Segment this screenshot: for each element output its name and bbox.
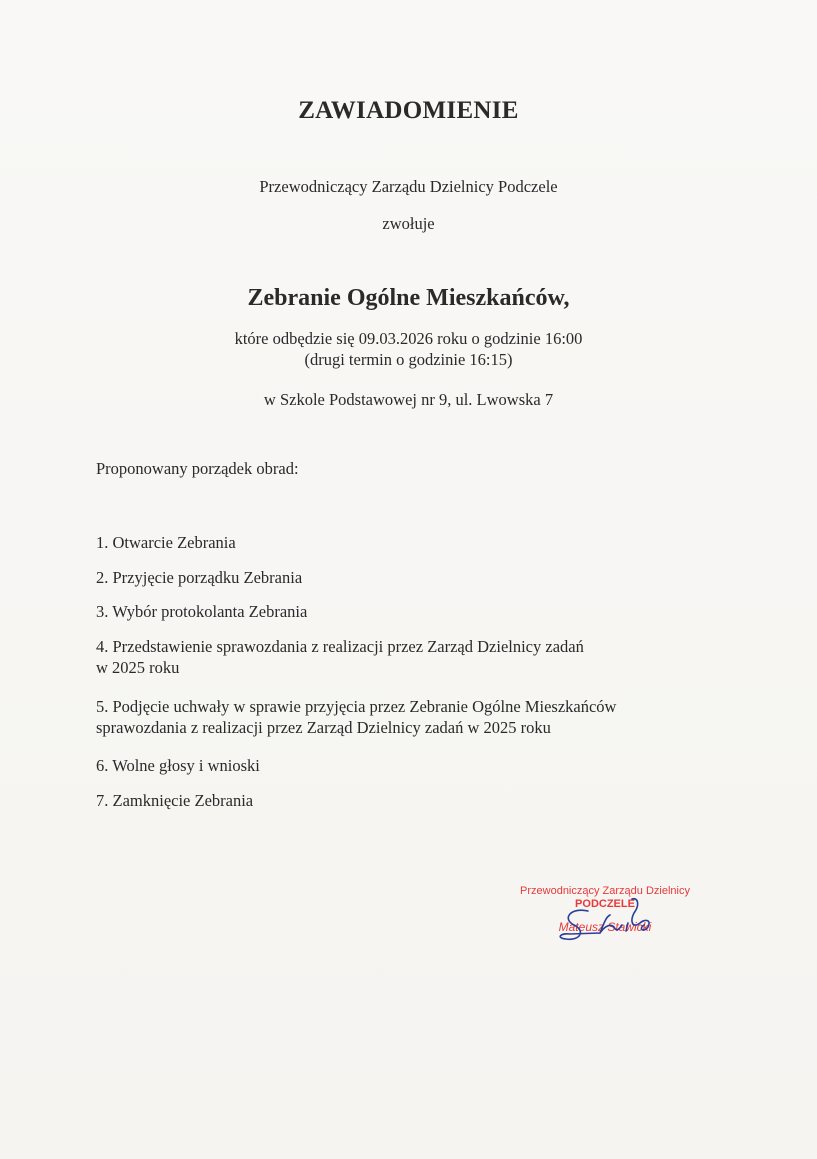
agenda-item-continuation: w 2025 roku [96,658,180,677]
agenda-heading: Proponowany porządek obrad: [96,459,299,478]
agenda-item: 6. Wolne głosy i wnioski [96,756,260,775]
stamp-name: Mateusz Stawicki [558,920,652,934]
second-term-line: (drugi termin o godzinie 16:15) [304,350,513,369]
meeting-name: Zebranie Ogólne Mieszkańców, [247,285,570,311]
location-line: w Szkole Podstawowej nr 9, ul. Lwowska 7 [263,390,554,409]
convenes-line: zwołuje [382,214,435,233]
date-line: które odbędzie się 09.03.2026 roku o godzinie 16:00 [234,329,583,348]
agenda-item: 1. Otwarcie Zebrania [96,533,236,552]
handwritten-signature-icon [540,893,670,953]
agenda-item-continuation: sprawozdania z realizacji przez Zarząd Dzielnicy zadań w 2025 roku [96,718,551,737]
agenda-item: 4. Przedstawienie sprawozdania z realizacji przez Zarząd Dzielnicy zadań [96,637,584,656]
stamp-title: Przewodniczący Zarządu Dzielnicy [520,885,690,897]
agenda-item: 2. Przyjęcie porządku Zebrania [96,568,303,587]
issuer-line: Przewodniczący Zarządu Dzielnicy Podczele [259,177,558,196]
agenda-item: 7. Zamknięcie Zebrania [96,791,254,810]
stamp-district: PODCZELE [575,898,635,910]
agenda-item: 5. Podjęcie uchwały w sprawie przyjęcia przez Zebranie Ogólne Mieszkańców [96,697,617,716]
agenda-item: 3. Wybór protokolanta Zebrania [96,602,308,621]
document-title: ZAWIADOMIENIE [298,97,519,124]
